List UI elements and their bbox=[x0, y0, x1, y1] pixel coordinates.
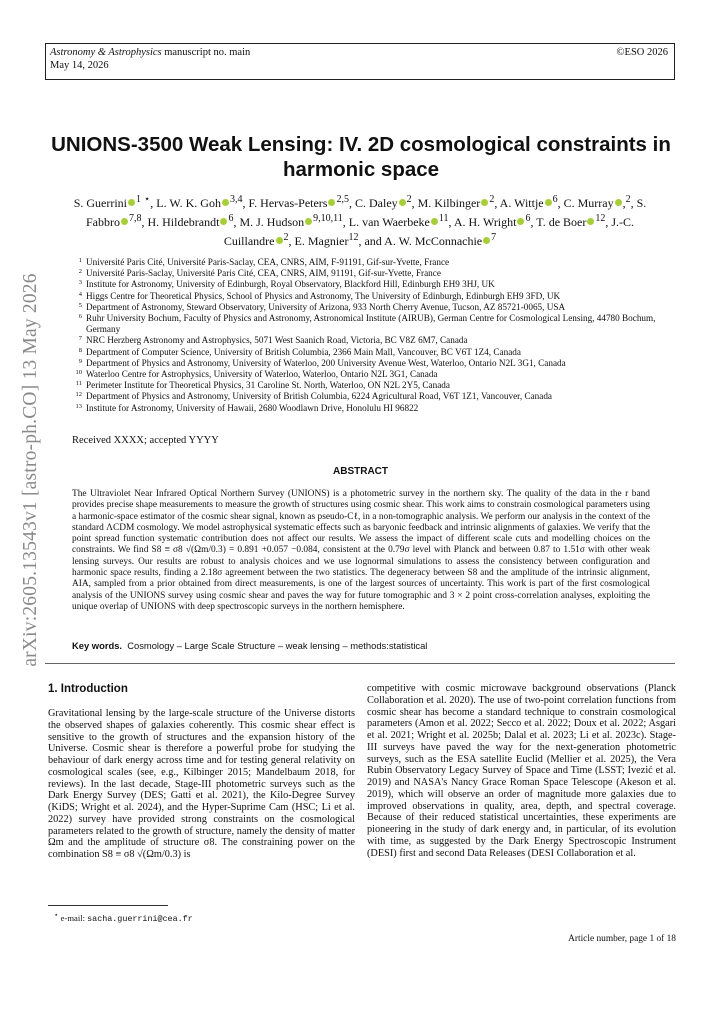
keywords-label: Key words. bbox=[72, 640, 123, 651]
orcid-icon[interactable] bbox=[587, 218, 594, 225]
abstract-body: The Ultraviolet Near Infrared Optical Northern Survey (UNIONS) is a photometric survey in the northern sky. The quality of the data in the r band provides precise shape measurements to measure the growth of structures using cosmic shear. This work aims to constrain cosmological parameters using a harmonic-space estimator of the cosmic shear signal, known as pseudo-Cℓ, in a non-tomographic analysis. We perform our analysis in the context of the standard ΛCDM cosmology. We model astrophysical systematic effects such as baryonic feedback and intrinsic alignments of galaxies. We verify that the point spread function systematic contribution does not affect our results. We assess the impact of different scale cuts and modelling choices on the constraints. We find S8 ≡ σ8 √(Ωm/0.3) = 0.891 +0.057 −0.084, consistent at the 0.79σ level with Planck and between 0.87 to 1.51σ with other weak lensing surveys. Our results are robust to analysis choices and we use lognormal simulations to assess the consistency between configuration and harmonic space results, finding a 2.18σ agreement between the two statistics. The degeneracy between S8 and the amplitude of the intrinsic alignment, AIA, sampled from a prior obtained from direct measurements, is one of the largest sources of uncertainty. This work is part of the first cosmological analysis of the UNIONS survey using cosmic shear and paves the way for future tomographic and 3 × 2 point cross-correlation analyses, exploiting the unique overlap of UNIONS with deep spectroscopic surveys in the northern hemisphere. bbox=[72, 489, 650, 612]
footnote-marker: ⋆ bbox=[54, 911, 59, 919]
affiliation-item: 9 Department of Physics and Astronomy, University of Waterloo, 200 University Avenue West, Waterloo, Ontario N2L 3G1, Canada bbox=[78, 357, 566, 368]
header-left bbox=[50, 46, 250, 72]
author-line-2: Fabbro $^{7,8}$, H. Hildebrandt $^6$, M. J. Hudson $^{9,10,11}$, L. van Waerbeke $^{11}$, A. H. Wright $^6$, T. de Boer $^{12}$, J.-C. bbox=[85, 213, 635, 229]
journal-name: Astronomy & Astrophysics bbox=[50, 47, 162, 58]
keywords-text: Cosmology – Large Scale Structure – weak lensing – methods:statistical bbox=[127, 640, 428, 651]
header-date: May 14, 2026 bbox=[50, 60, 109, 71]
orcid-icon[interactable] bbox=[121, 218, 128, 225]
orcid-icon[interactable] bbox=[305, 218, 312, 225]
affiliation-list bbox=[72, 257, 672, 414]
affiliation-item: 11 Perimeter Institute for Theoretical Physics, 31 Caroline St. North, Waterloo, ON N2L 2Y5, Canada bbox=[75, 380, 450, 391]
author-list bbox=[60, 192, 660, 249]
affiliation-item: 7 NRC Herzberg Astronomy and Astrophysics, 5071 West Saanich Road, Victoria, BC V8Z 6M7, Canada bbox=[78, 335, 468, 346]
orcid-icon[interactable] bbox=[483, 237, 490, 244]
orcid-icon[interactable] bbox=[399, 199, 406, 206]
arxiv-stamp-text: arXiv:2605.13543v1 [astro-ph.CO] 13 May 2026 bbox=[20, 273, 41, 667]
orcid-icon[interactable] bbox=[328, 199, 335, 206]
copyright: ©ESO 2026 bbox=[616, 47, 668, 58]
author-line-3: Cuillandre $^2$, E. Magnier$^{12}$, and A. W. McConnachie $^7$ bbox=[223, 232, 497, 248]
manuscript-label: manuscript no. main bbox=[164, 47, 251, 58]
orcid-icon[interactable] bbox=[431, 218, 438, 225]
affiliation-item: 8 Department of Computer Science, University of British Columbia, 2366 Main Mall, Vancouver, BC V6T 1Z4, Canada bbox=[78, 346, 521, 357]
intro-right-column: competitive with cosmic microwave background observations (Planck Collaboration et al. 2020). The use of two-point correlation functions from cosmic shear has become a standard technique to constrain cosmological parameters (Amon et al. 2022; Secco et al. 2022; Doux et al. 2022; Asgari et al. 2021; Wright et al. 2025b; Dalal et al. 2023; Li et al. 2023c). Stage-III surveys have paved the way for the next-generation photometric surveys, such as the ESA satellite Euclid (Mellier et al. 2025), the Vera Rubin Observatory Legacy Survey of Space and Time (LSST; Ivezić et al. 2019) and NASA's Nancy Grace Roman Space Telescope (Akeson et al. 2019), which will observe an order of magnitude more galaxies due to improved observations in quality, area, depth, and spectral coverage. Because of their reduced statistical uncertainties, these experiments are pioneering in the study of dark energy and, in particular, of its evolution with time, as suggested by the Dark Energy Spectroscopic Instrument (DESI) first and second Data Releases (DESI Collaboration et al. bbox=[367, 683, 676, 859]
page-footer: Article number, page 1 of 18 bbox=[568, 934, 676, 944]
affiliation-item: 13 Institute for Astronomy, University of Hawaii, 2680 Woodlawn Drive, Honolulu HI 96822 bbox=[75, 402, 419, 413]
keywords-line bbox=[72, 640, 652, 651]
orcid-icon[interactable] bbox=[276, 237, 283, 244]
abstract-heading: ABSTRACT bbox=[333, 466, 388, 477]
orcid-icon[interactable] bbox=[220, 218, 227, 225]
orcid-icon[interactable] bbox=[545, 199, 552, 206]
intro-left-column: Gravitational lensing by the large-scale structure of the Universe distorts the observed shapes of galaxies coherently. This cosmic shear effect is sensitive to the growth of structures and the expansion history of the Universe. Cosmic shear is therefore a powerful probe for studying the behaviour of dark energy across time and for testing general relativity on cosmological scales (see, e.g., Kilbinger 2015; Mandelbaum 2018, for reviews). In the last decade, Stage-III photometric surveys such as the Dark Energy Survey (DES; Gatti et al. 2021), the Kilo-Degree Survey (KiDS; Wright et al. 2024), and the Hyper-Suprime Cam (HSC; Li et al. 2022) survey have provided strong constraints on the cosmological parameters related to the growth of structure, namely the density of matter Ωm and the amplitude of structure σ8. The constraining power on the combination S8 ≡ σ8 √(Ωm/0.3) is bbox=[48, 708, 355, 860]
orcid-icon[interactable] bbox=[517, 218, 524, 225]
author-line-1: S. Guerrini $^1$ ⋆, L. W. K. Goh $^{3,4}$, F. Hervas-Peters $^{2,5}$, C. Daley $^2$, M. Kilbinger $^2$, A. Wittje $^6$, C. Murray ,$^2$, S. bbox=[73, 194, 647, 210]
affiliation-item: 1 Université Paris Cité, Université Paris-Saclay, CEA, CNRS, AIM, F-91191, Gif-sur-Yvette, France bbox=[78, 257, 450, 267]
orcid-icon[interactable] bbox=[128, 199, 135, 206]
affiliation-item: 10 Waterloo Centre for Astrophysics, University of Waterloo, Waterloo, Ontario N2L 3G1, Canada bbox=[75, 369, 438, 380]
footnote-email[interactable]: sacha.guerrini@cea.fr bbox=[87, 913, 193, 924]
footnote bbox=[54, 910, 193, 924]
orcid-icon[interactable] bbox=[222, 199, 229, 206]
affiliation-item: 4 Higgs Centre for Theoretical Physics, School of Physics and Astronomy, The University of Edinburgh, Edinburgh EH9 3FD, UK bbox=[78, 290, 561, 301]
divider bbox=[45, 663, 675, 664]
footnote-label: e-mail: bbox=[60, 912, 85, 923]
received-line: Received XXXX; accepted YYYY bbox=[72, 435, 219, 446]
footnote-rule bbox=[48, 905, 168, 906]
orcid-icon[interactable] bbox=[615, 199, 622, 206]
affiliation-item: 3 Institute for Astronomy, University of Edinburgh, Royal Observatory, Blackford Hill, Edinburgh EH9 3HJ, UK bbox=[78, 279, 495, 290]
section-heading: 1. Introduction bbox=[48, 683, 128, 695]
affiliation-item: 2 Université Paris-Saclay, Université Paris Cité, CEA, CNRS, AIM, 91191, Gif-sur-Yvette, France bbox=[78, 268, 441, 279]
affiliation-item: 12 Department of Physics and Astronomy, University of British Columbia, 6224 Agricultural Road, V6T 1Z1, Vancouver, Canada bbox=[75, 391, 553, 402]
paper-title: UNIONS-3500 Weak Lensing: IV. 2D cosmological constraints in harmonic space bbox=[51, 133, 671, 181]
affiliation-item: 5 Department of Astronomy, Steward Observatory, University of Arizona, 933 North Cherry Avenue, Tucson, AZ 85721-0065, USA bbox=[78, 301, 566, 312]
affiliation-item: 6 Ruhr University Bochum, Faculty of Physics and Astronomy, Astronomical Institute (AIRUB), German Centre for Cosmological Lensing, 44780 Bochum, Germany bbox=[78, 313, 656, 335]
orcid-icon[interactable] bbox=[481, 199, 488, 206]
